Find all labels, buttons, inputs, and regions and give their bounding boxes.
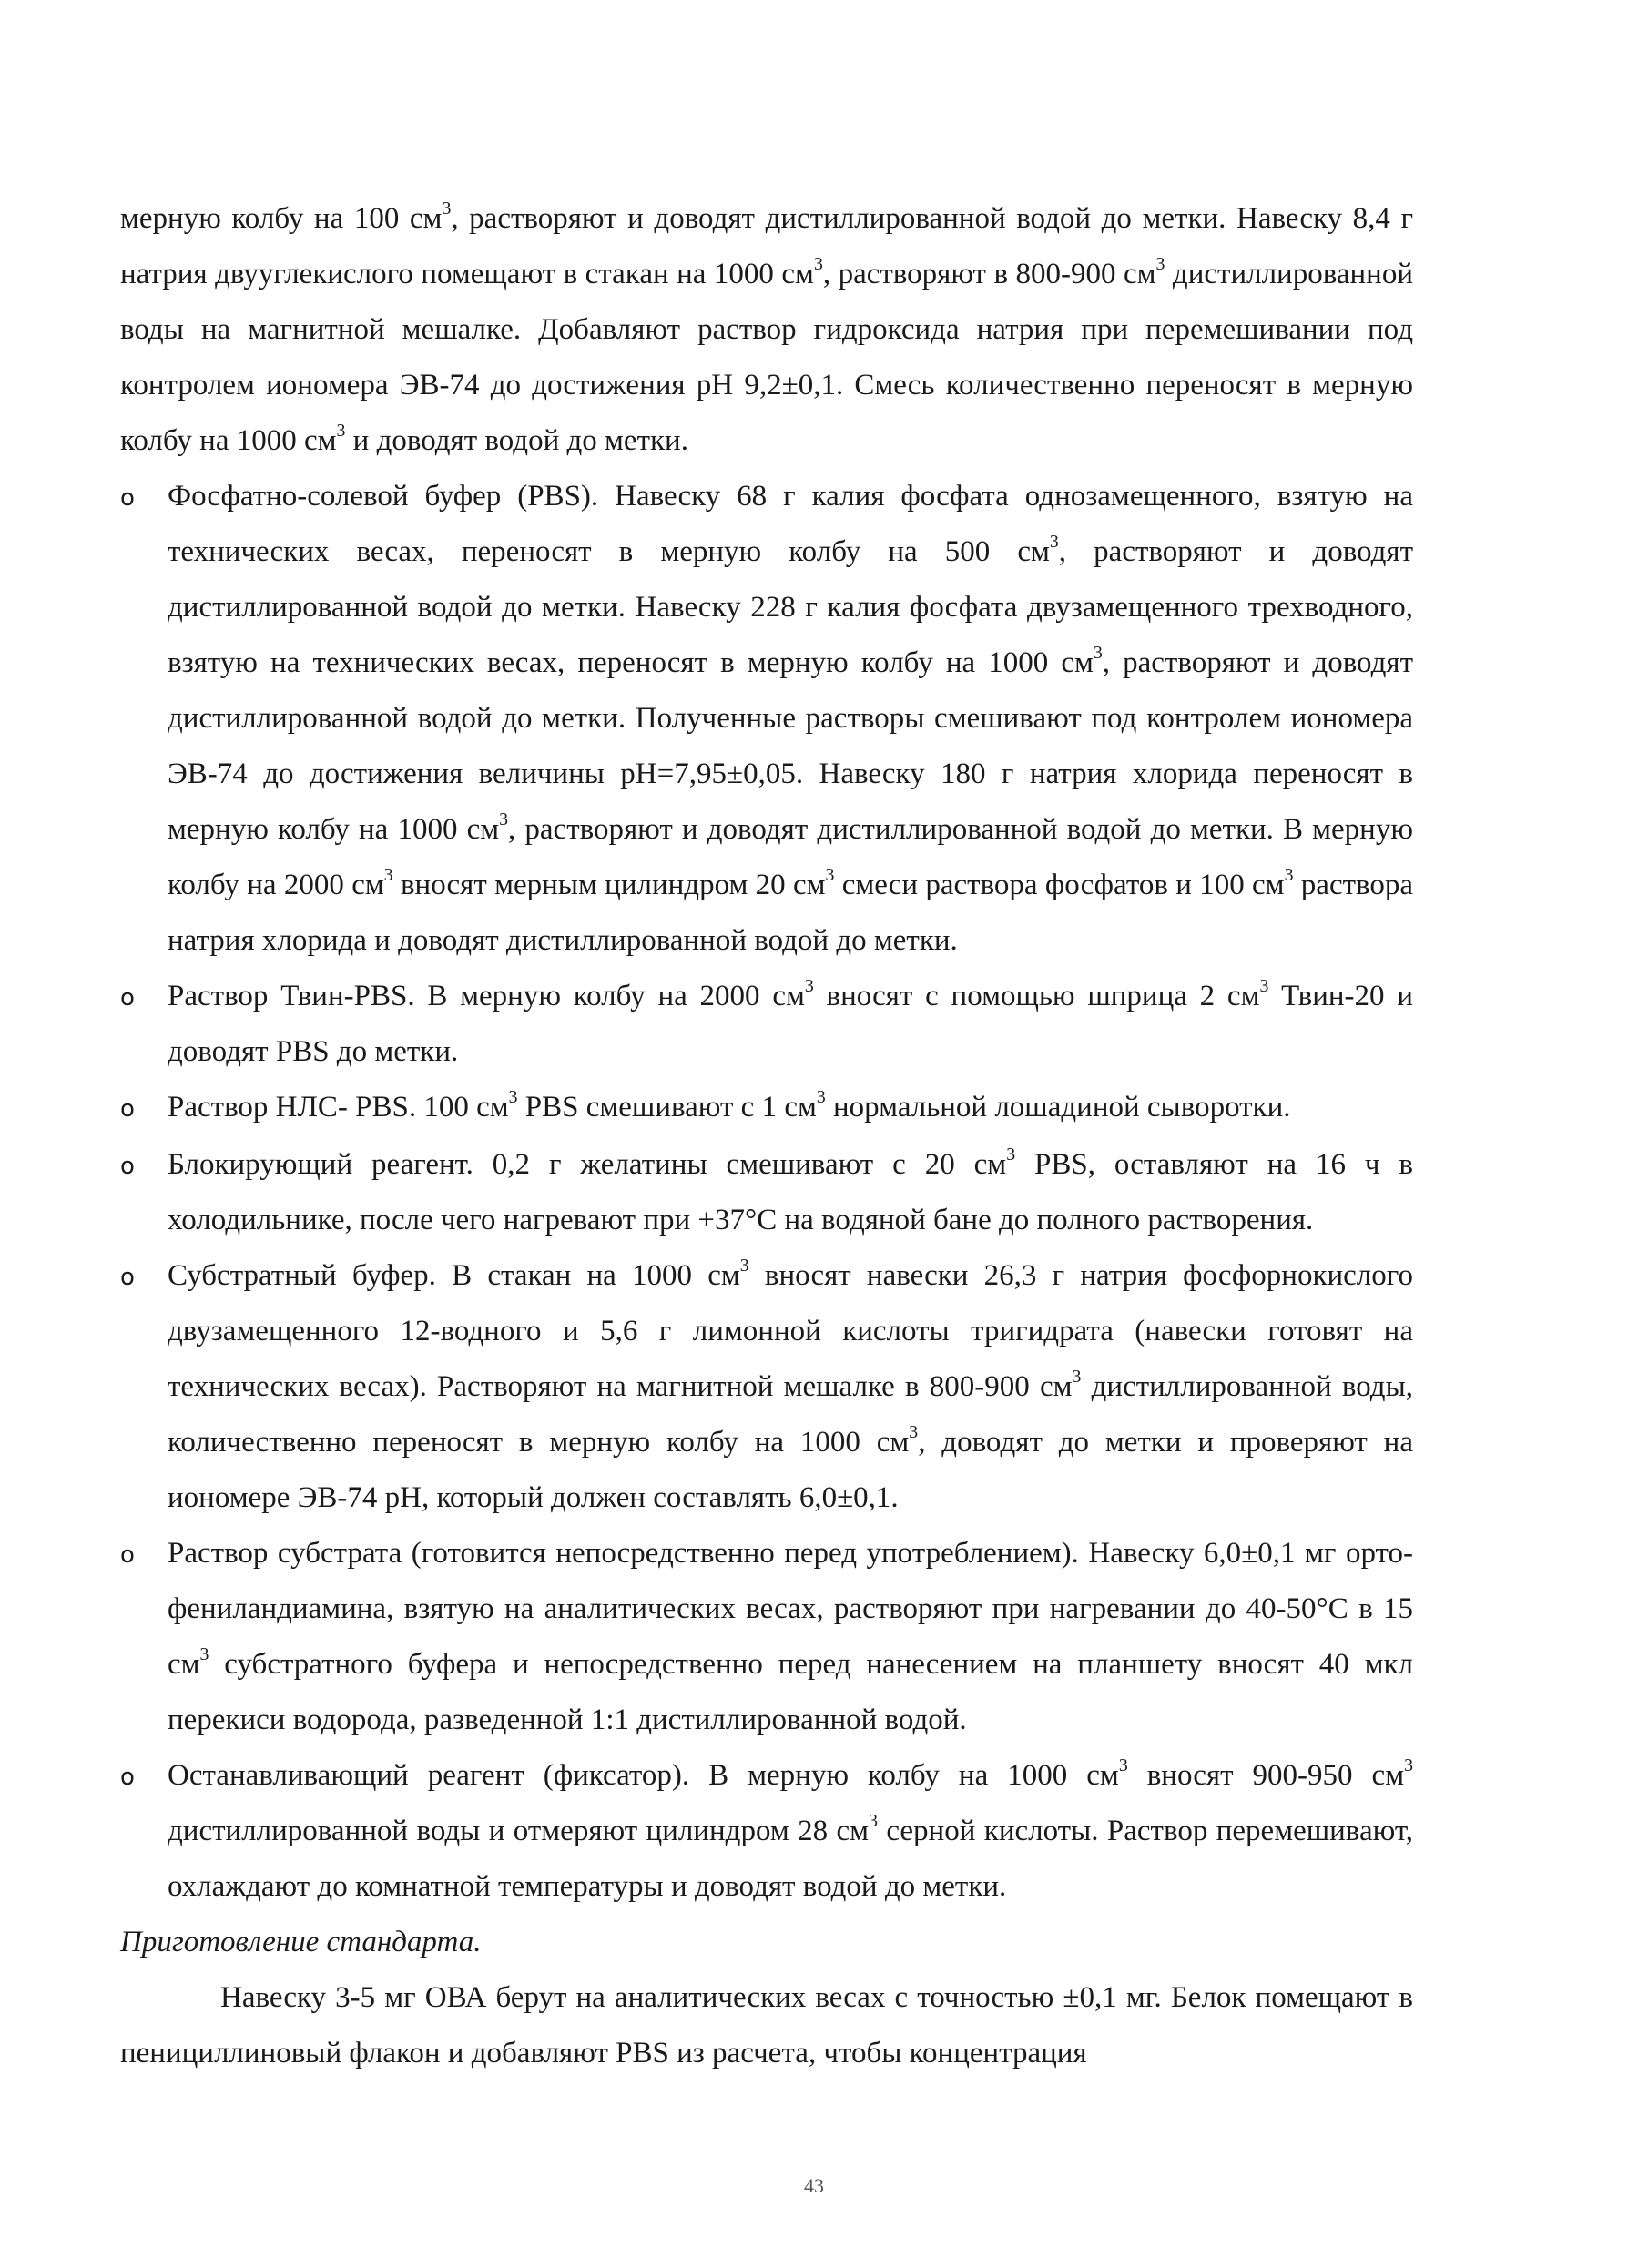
bullet-icon: o — [120, 1153, 135, 1180]
list-item-stop-reagent: o Останавливающий реагент (фиксатор). В мерную колбу на 1000 $см^3$ вносят 900-950 $см^3$ дистиллированной воды и отмеряют цилиндром 28 $см^3$ серной кислоты. Раствор перемешивают, охлаждают до комнатной температуры и доводят водой до метки. — [120, 1748, 1413, 1915]
section-heading: Приготовление стандарта. — [120, 1926, 482, 1958]
body-text — [120, 191, 1413, 2081]
paragraph-standard: Навеску 3-5 мг ОВА берут на аналитических весах с точностью ±0,1 мг. Белок помещают в пенициллиновый флакон и добавляют PBS из расчета, чтобы концентрация — [120, 1981, 1413, 2070]
bullet-icon: o — [120, 984, 135, 1012]
bullet-icon: o — [120, 1095, 135, 1123]
bullet-icon: o — [120, 1541, 135, 1569]
list-item-pbs: o Фосфатно-солевой буфер (PBS). Навеску 68 г калия фосфата однозамещенного, взятую на технических весах, переносят в мерную колбу на 500 $см^3$, растворяют и доводят дистиллированной водой до метки. Навеску 228 г калия фосфата двузамещенного трехводного, взятую на технических весах, переносят в мерную колбу на 1000 $см^3$, растворяют и доводят дистиллированной водой до метки. Полученные растворы смешивают под контролем иономера ЭВ-74 до достижения величины pH=7,95±0,05. Навеску 180 г натрия хлорида переносят в мерную колбу на 1000 $см^3$, растворяют и доводят дистиллированной водой до метки. В мерную колбу на 2000 $см^3$ вносят мерным цилиндром 20 $см^3$ смеси раствора фосфатов и 100 $см^3$ раствора натрия хлорида и доводят дистиллированной водой до метки. — [120, 469, 1413, 969]
list-item-substrate-buffer: o Субстратный буфер. В стакан на 1000 $см^3$ вносят навески 26,3 г натрия фосфорнокислого двузамещенного 12-водного и 5,6 г лимонной кислоты тригидрата (навески готовят на технических весах). Растворяют на магнитной мешалке в 800-900 $см^3$ дистиллированной воды, количественно переносят в мерную колбу на 1000 $см^3$, доводят до метки и проверяют на иономере ЭВ-74 pH, который должен составлять 6,0±0,1. — [120, 1248, 1413, 1526]
list-item-blocking-reagent: o Блокирующий реагент. 0,2 г желатины смешивают с 20 $см^3$ PBS, оставляют на 16 ч в холодильнике, после чего нагревают при +37°C на водяной бане до полного растворения. — [120, 1137, 1413, 1248]
paragraph-continuation: мерную колбу на 100 $см^3$, растворяют и доводят дистиллированной водой до метки. Навеску 8,4 г натрия двууглекислого помещают в стакан на 1000 $см^3$, растворяют в 800-900 $см^3$ дистиллированной воды на магнитной мешалке. Добавляют раствор гидроксида натрия при перемешивании под контролем иономера ЭВ-74 до достижения pH 9,2±0,1. Смесь количественно переносят в мерную колбу на 1000 $см^3$ и доводят водой до метки. — [120, 198, 1413, 457]
list-item-substrate-solution: o Раствор субстрата (готовится непосредственно перед употреблением). Навеску 6,0±0,1 мг орто-фениландиамина, взятую на аналитических весах, растворяют при нагревании до 40-50°C в 15 $см^3$ субстратного буфера и непосредственно перед нанесением на планшету вносят 40 мкл перекиси водорода, разведенной 1:1 дистиллированной водой. — [120, 1526, 1413, 1748]
bullet-icon: o — [120, 1764, 135, 1791]
page-number: 43 — [804, 2174, 824, 2197]
list-item-tween-pbs: o Раствор Твин-PBS. В мерную колбу на 2000 $см^3$ вносят с помощью шприца 2 $см^3$ Твин-20 и доводят PBS до метки. — [120, 969, 1413, 1080]
bullet-icon: o — [120, 484, 135, 512]
list-item-nhs-pbs: o Раствор НЛС- PBS. 100 $см^3$ PBS смешивают с 1 $см^3$ нормальной лошадиной сыворотки. — [120, 1080, 1413, 1137]
bullet-icon: o — [120, 1264, 135, 1291]
